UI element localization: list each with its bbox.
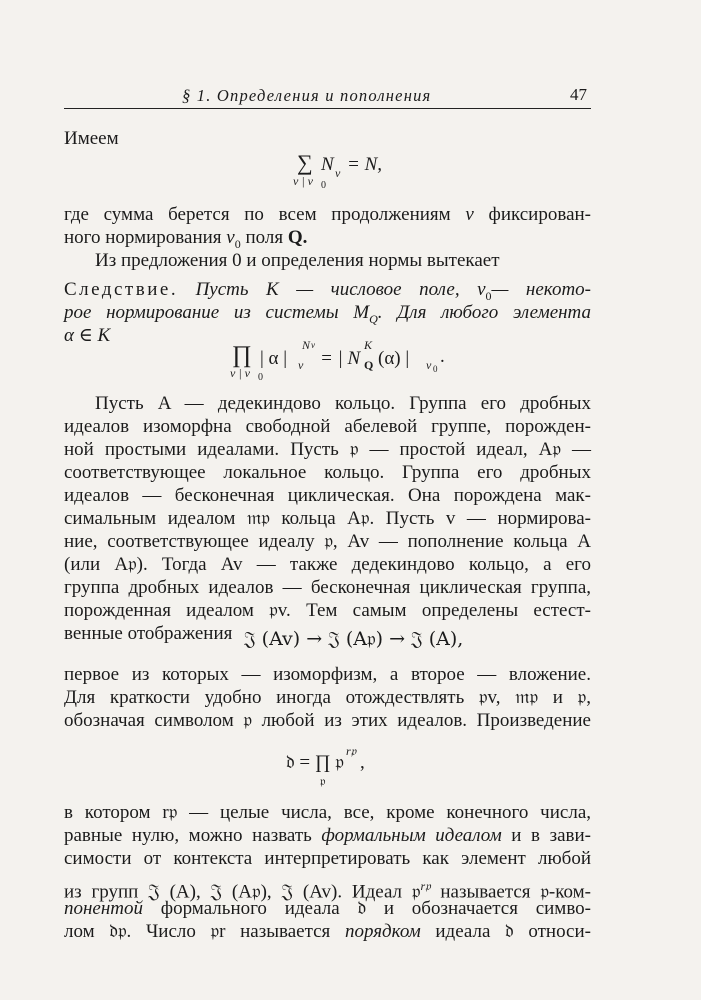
text-line: симости от контекста интерпретировать как элемент любой [64,848,591,869]
book-page: § 1. Определения и пополнения 47 Имеем ∑ N v = N, v | v 0 где сумма берется по всем продолжениям v фиксирован- ного нормирования $v_0$ поля Q. Из предложения 0 и определения нормы вытекает Следствие. Пусть K — числовое поле, $v_0—$ некото- рое нормирование из системы $M_Q$. Для любого элемента α ∈ K ∏ v | v 0 | α | N v v = | N K Q (α) | v 0 . Пусть A — дедекиндово кольцо. Группа его дробных идеалов изоморфна свободной абелевой группе, порожден- ной простыми идеалами. Пусть 𝔭 — простой идеал, A𝔭 — соответствующее локальное кольцо. Группа его дробных идеалов — бесконечная циклическая. Она порождена мак- симальным идеалом 𝔪𝔭 кольца A𝔭. Пусть v — нормирова- ние, соответствующее идеалу 𝔭, Av — пополнение кольца A (или A𝔭). Тогда Av — также дедекиндово кольцо, а его группа дробных идеалов — бесконечная циклическая группа, порожденная идеалом 𝔭v. Тем самым определены естест- венные отображения 𝔍 (Av) → 𝔍 (A𝔭) → 𝔍 (A), первое из которых — изоморфизм, а второе — вложение. Для краткости удобно иногда отождествлять 𝔭v, 𝔪𝔭 и 𝔭, обозначая символом 𝔭 любой из этих идеалов. Произведение 𝔡 = ∏ 𝔭 r𝔭 𝔭 , в котором r𝔭 — целые числа, все, кроме конечного числа, равные нулю, можно назвать формальным идеалом и в зави- симости от контекста интерпретировать как элемент любой из групп 𝔍 (A), 𝔍 (A𝔭), 𝔍 (Av). Идеал 𝔭$^{r𝔭}$ называется 𝔭-ком- понентой формального идеала 𝔡 и обозначается симво- лом 𝔡𝔭. Число 𝔭r называется порядком идеала 𝔡 относи- [64,85,592,942]
text-line: лом 𝔡𝔭. Число 𝔭r называется порядком идеала 𝔡 относи- [64,921,591,942]
text-line: рое нормирование из системы $M_Q$. Для любого элемента [64,302,592,326]
text-line: группа дробных идеалов — бесконечная циклическая группа, [64,577,591,598]
text-line: ние, соответствующее идеалу 𝔭, Av — пополнение кольца A [64,531,591,552]
text-line: обозначая символом 𝔭 любой из этих идеалов. Произведение [64,710,591,731]
text-line: в котором r𝔭 — целые числа, все, кроме конечного числа, [64,802,591,823]
text-line: первое из которых — изоморфизм, а второе — вложение. [64,664,591,685]
text-line: ного нормирования $v_0$ поля Q. [64,227,308,251]
text-line: (или A𝔭). Тогда Av — также дедекиндово кольцо, а его [64,554,591,575]
text-line: равные нулю, можно назвать формальным идеалом и в зави- [64,825,591,846]
corollary-label: Следствие. [64,279,179,300]
text-line: ной простыми идеалами. Пусть 𝔭 — простой идеал, A𝔭 — [64,439,591,460]
text-line: Из предложения 0 и определения нормы вытекает [95,250,500,271]
text-line: Следствие. Пусть K — числовое поле, $v_0—$ некото- [64,279,591,303]
text-line: Пусть A — дедекиндово кольцо. Группа его дробных [95,393,591,414]
formula-product: ∏ v | v 0 | α | N v v = | N K Q (α) | v 0 . [230,338,445,383]
text-line: порожденная идеалом 𝔭v. Тем самым определены естест- [64,600,591,621]
text-line: идеалов — бесконечная циклическая. Она порождена мак- [64,485,591,506]
running-header [64,84,591,109]
text-line: Для краткости удобно иногда отождествлять 𝔭v, 𝔪𝔭 и 𝔭, [64,687,591,708]
text-line: α ∈ K [64,325,111,346]
section-title: § 1. Определения и пополнения [182,86,432,105]
formula-ideal: 𝔡 = ∏ 𝔭 r𝔭 𝔭 , [286,744,365,788]
text-line: симальным идеалом 𝔪𝔭 кольца A𝔭. Пусть v — нормирова- [64,508,591,529]
text-line: понентой формального идеала 𝔡 и обозначается симво- [64,898,591,919]
text-line: идеалов изоморфна свободной абелевой группе, порожден- [64,416,591,437]
text-line: соответствующее локальное кольцо. Группа его дробных [64,462,591,483]
text-line: Имеем [64,128,119,149]
text-line: где сумма берется по всем продолжениям v фиксирован- [64,204,592,225]
text-line: венные отображения [64,623,233,644]
formula-maps: 𝔍 (Av) → 𝔍 (A𝔭) → 𝔍 (A), [244,628,464,650]
page-number: 47 [570,85,587,104]
text-line: из групп 𝔍 (A), 𝔍 (A𝔭), 𝔍 (Av). Идеал 𝔭$^{r𝔭}$ называется 𝔭-ком- [64,879,592,903]
